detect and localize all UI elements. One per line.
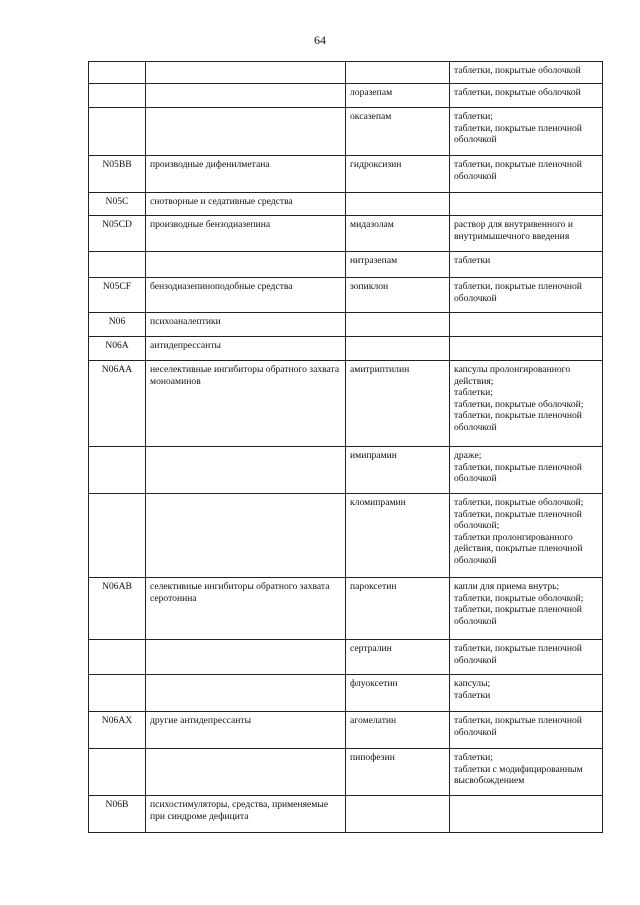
dosage-form-cell: таблетки, покрытые пленочной оболочкой bbox=[450, 712, 603, 749]
atc-code-cell: N06AX bbox=[89, 712, 146, 749]
table-row bbox=[89, 193, 603, 216]
dosage-form-cell bbox=[450, 193, 603, 216]
dosage-form-cell bbox=[450, 337, 603, 361]
group-name-cell bbox=[146, 749, 346, 796]
atc-code-cell bbox=[89, 62, 146, 84]
group-name-cell: селективные ингибиторы обратного захвата серотонина bbox=[146, 578, 346, 640]
atc-code-cell: N06 bbox=[89, 313, 146, 337]
atc-code-cell bbox=[89, 108, 146, 156]
dosage-form-cell: таблетки; таблетки, покрытые пленочной оболочкой bbox=[450, 108, 603, 156]
drug-name-cell bbox=[346, 796, 450, 833]
atc-code-cell bbox=[89, 675, 146, 712]
dosage-form-cell: таблетки, покрытые оболочкой bbox=[450, 62, 603, 84]
atc-code-cell: N05CF bbox=[89, 278, 146, 313]
table-row bbox=[89, 712, 603, 749]
dosage-form-cell: таблетки bbox=[450, 252, 603, 278]
dosage-form-cell: капсулы пролонгированного действия; таблетки; таблетки, покрытые оболочкой; таблетки, покрытые пленочной оболочкой bbox=[450, 361, 603, 447]
table-body bbox=[89, 62, 603, 833]
drug-name-cell: лоразепам bbox=[346, 84, 450, 108]
drug-name-cell: пипофезин bbox=[346, 749, 450, 796]
table-row bbox=[89, 796, 603, 833]
drug-name-cell: имипрамин bbox=[346, 447, 450, 494]
medication-table bbox=[88, 61, 603, 833]
group-name-cell bbox=[146, 62, 346, 84]
group-name-cell bbox=[146, 84, 346, 108]
group-name-cell: бензодиазепиноподобные средства bbox=[146, 278, 346, 313]
atc-code-cell: N05CD bbox=[89, 216, 146, 252]
drug-name-cell bbox=[346, 313, 450, 337]
drug-name-cell: сертралин bbox=[346, 640, 450, 675]
table-row bbox=[89, 156, 603, 193]
atc-code-cell bbox=[89, 447, 146, 494]
drug-name-cell: оксазепам bbox=[346, 108, 450, 156]
table-row bbox=[89, 84, 603, 108]
atc-code-cell: N06B bbox=[89, 796, 146, 833]
group-name-cell: психостимуляторы, средства, применяемые при синдроме дефицита bbox=[146, 796, 346, 833]
table-row bbox=[89, 313, 603, 337]
table-row bbox=[89, 361, 603, 447]
drug-name-cell: мидазолам bbox=[346, 216, 450, 252]
dosage-form-cell: таблетки, покрытые пленочной оболочкой bbox=[450, 156, 603, 193]
drug-name-cell bbox=[346, 337, 450, 361]
table-row bbox=[89, 749, 603, 796]
atc-code-cell bbox=[89, 749, 146, 796]
group-name-cell: производные дифенилметана bbox=[146, 156, 346, 193]
dosage-form-cell: капли для приема внутрь; таблетки, покрытые оболочкой; таблетки, покрытые пленочной оболочкой bbox=[450, 578, 603, 640]
table-row bbox=[89, 62, 603, 84]
atc-code-cell: N06AA bbox=[89, 361, 146, 447]
group-name-cell bbox=[146, 640, 346, 675]
dosage-form-cell: драже; таблетки, покрытые пленочной оболочкой bbox=[450, 447, 603, 494]
group-name-cell: производные бензодиазепина bbox=[146, 216, 346, 252]
drug-name-cell: кломипрамин bbox=[346, 494, 450, 578]
group-name-cell bbox=[146, 447, 346, 494]
table-row bbox=[89, 216, 603, 252]
drug-name-cell: агомелатин bbox=[346, 712, 450, 749]
group-name-cell bbox=[146, 252, 346, 278]
table-row bbox=[89, 447, 603, 494]
table-row bbox=[89, 494, 603, 578]
group-name-cell: другие антидепрессанты bbox=[146, 712, 346, 749]
dosage-form-cell: таблетки; таблетки с модифицированным высвобождением bbox=[450, 749, 603, 796]
group-name-cell bbox=[146, 675, 346, 712]
dosage-form-cell: таблетки, покрытые пленочной оболочкой bbox=[450, 278, 603, 313]
drug-name-cell: гидроксизин bbox=[346, 156, 450, 193]
drug-name-cell bbox=[346, 62, 450, 84]
drug-name-cell: амитриптилин bbox=[346, 361, 450, 447]
dosage-form-cell: раствор для внутривенного и внутримышечного введения bbox=[450, 216, 603, 252]
dosage-form-cell: таблетки, покрытые пленочной оболочкой bbox=[450, 640, 603, 675]
drug-name-cell: нитразепам bbox=[346, 252, 450, 278]
table-row bbox=[89, 252, 603, 278]
group-name-cell: снотворные и седативные средства bbox=[146, 193, 346, 216]
atc-code-cell: N06A bbox=[89, 337, 146, 361]
drug-name-cell: зопиклон bbox=[346, 278, 450, 313]
group-name-cell: антидепрессанты bbox=[146, 337, 346, 361]
atc-code-cell: N06AB bbox=[89, 578, 146, 640]
atc-code-cell bbox=[89, 252, 146, 278]
drug-name-cell bbox=[346, 193, 450, 216]
dosage-form-cell: капсулы; таблетки bbox=[450, 675, 603, 712]
drug-name-cell: флуоксетин bbox=[346, 675, 450, 712]
group-name-cell bbox=[146, 494, 346, 578]
atc-code-cell bbox=[89, 640, 146, 675]
table-row bbox=[89, 278, 603, 313]
group-name-cell: психоаналептики bbox=[146, 313, 346, 337]
group-name-cell bbox=[146, 108, 346, 156]
table-row bbox=[89, 108, 603, 156]
drug-name-cell: пароксетин bbox=[346, 578, 450, 640]
table-row bbox=[89, 640, 603, 675]
group-name-cell: неселективные ингибиторы обратного захвата моноаминов bbox=[146, 361, 346, 447]
atc-code-cell: N05C bbox=[89, 193, 146, 216]
page-number: 64 bbox=[314, 33, 326, 47]
table-row bbox=[89, 337, 603, 361]
atc-code-cell bbox=[89, 84, 146, 108]
dosage-form-cell bbox=[450, 313, 603, 337]
dosage-form-cell: таблетки, покрытые оболочкой bbox=[450, 84, 603, 108]
table-row bbox=[89, 578, 603, 640]
atc-code-cell bbox=[89, 494, 146, 578]
dosage-form-cell: таблетки, покрытые оболочкой; таблетки, покрытые пленочной оболочкой; таблетки пролонгированного действия, покрытые пленочной оболочкой bbox=[450, 494, 603, 578]
dosage-form-cell bbox=[450, 796, 603, 833]
atc-code-cell: N05BB bbox=[89, 156, 146, 193]
table-row bbox=[89, 675, 603, 712]
